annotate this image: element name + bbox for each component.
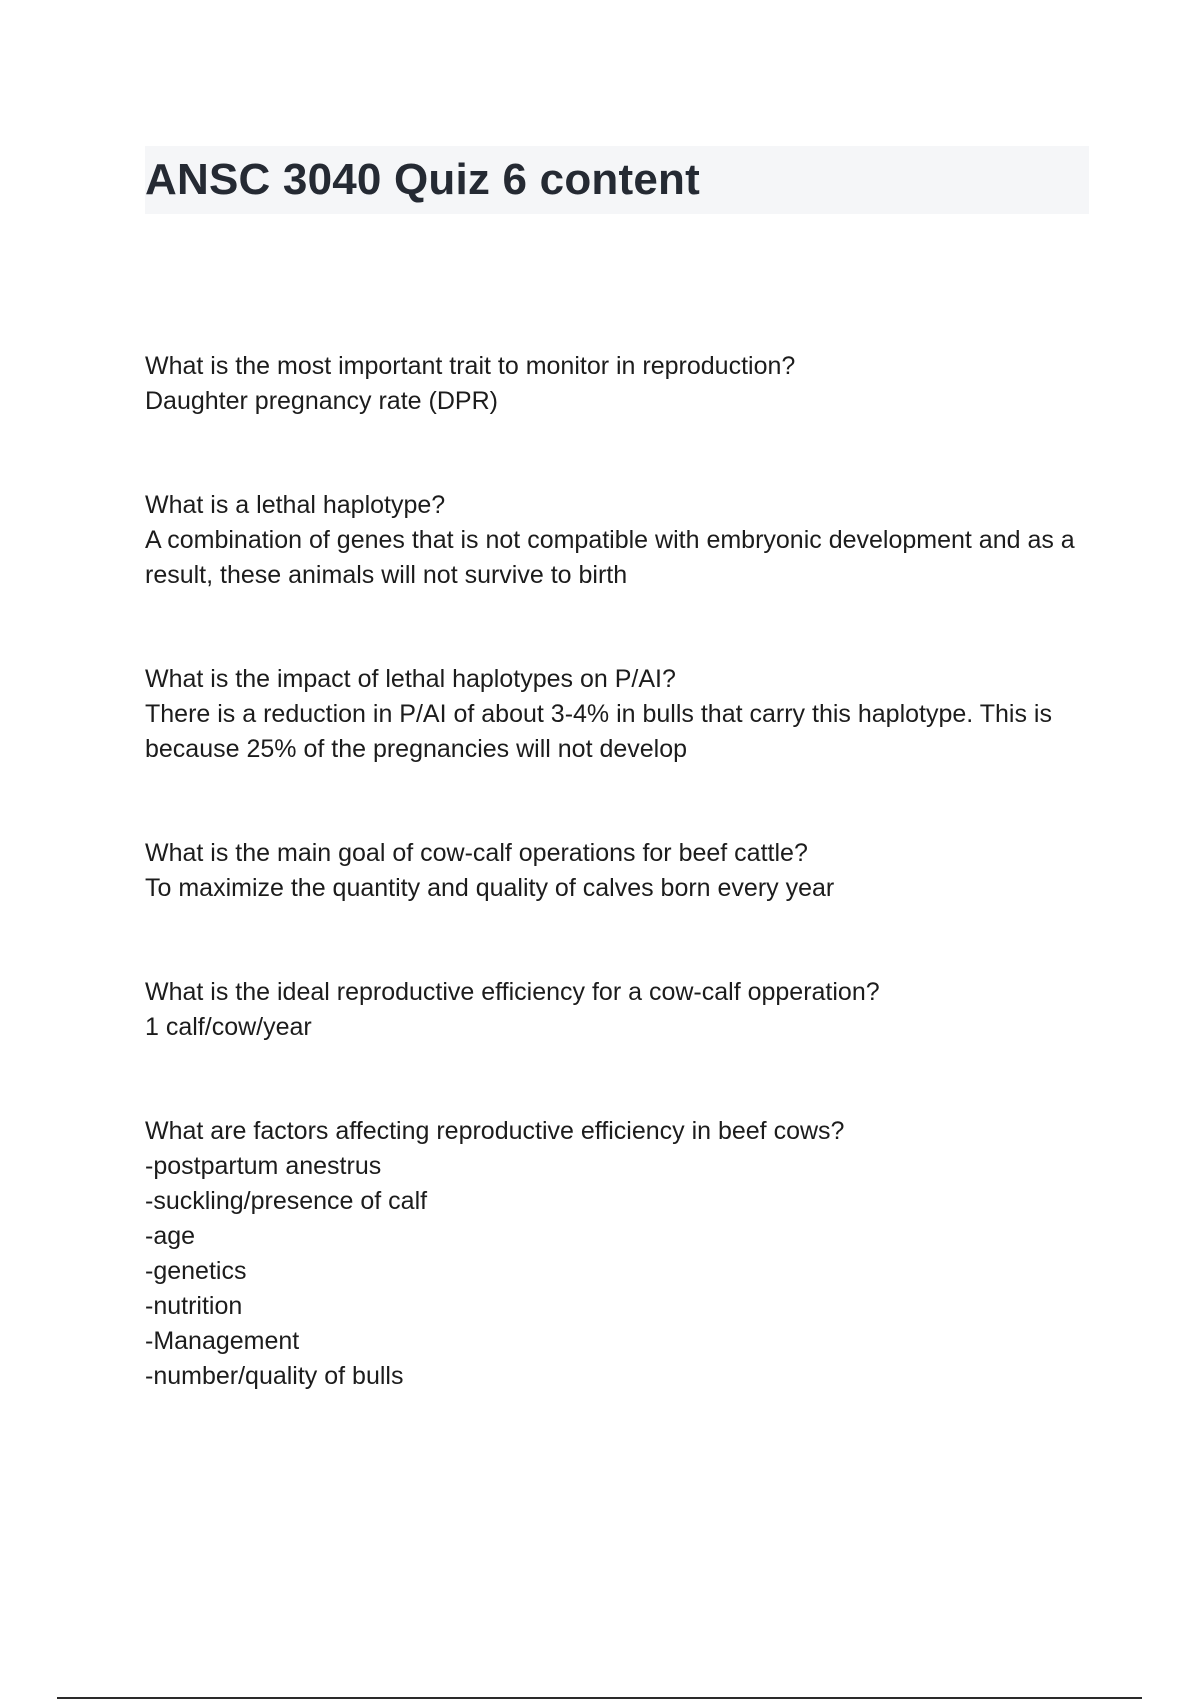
qa-list bbox=[145, 349, 1085, 1394]
factor-item: -number/quality of bulls bbox=[145, 1362, 404, 1390]
qa-item bbox=[145, 1114, 1085, 1394]
question: What is the most important trait to monitor in reproduction? bbox=[145, 352, 796, 380]
question: What is the ideal reproductive efficiency for a cow-calf opperation? bbox=[145, 978, 880, 1006]
answer: Daughter pregnancy rate (DPR) bbox=[145, 387, 498, 415]
qa-item bbox=[145, 662, 1085, 767]
qa-item bbox=[145, 975, 1085, 1045]
qa-item bbox=[145, 836, 1085, 906]
factor-list bbox=[145, 1149, 1085, 1394]
question: What is the main goal of cow-calf operations for beef cattle? bbox=[145, 839, 808, 867]
factor-item: -suckling/presence of calf bbox=[145, 1187, 428, 1215]
answer: To maximize the quantity and quality of calves born every year bbox=[145, 874, 835, 902]
qa-item bbox=[145, 349, 1085, 419]
factor-item: -Management bbox=[145, 1327, 300, 1355]
answer: A combination of genes that is not compatible with embryonic development and as a result, these animals will not survive to birth bbox=[145, 526, 1075, 589]
footer-divider bbox=[57, 1697, 1142, 1699]
question: What is a lethal haplotype? bbox=[145, 491, 446, 519]
question: What are factors affecting reproductive efficiency in beef cows? bbox=[145, 1117, 845, 1145]
qa-item bbox=[145, 488, 1085, 593]
question: What is the impact of lethal haplotypes on P/AI? bbox=[145, 665, 676, 693]
document-title: ANSC 3040 Quiz 6 content bbox=[145, 155, 700, 204]
factor-item: -nutrition bbox=[145, 1292, 243, 1320]
factor-item: -postpartum anestrus bbox=[145, 1152, 382, 1180]
answer: 1 calf/cow/year bbox=[145, 1013, 312, 1041]
factor-item: -age bbox=[145, 1222, 196, 1250]
factor-item: -genetics bbox=[145, 1257, 247, 1285]
answer: There is a reduction in P/AI of about 3-4% in bulls that carry this haplotype. This is because 25% of the pregnancies will not develop bbox=[145, 700, 1052, 763]
